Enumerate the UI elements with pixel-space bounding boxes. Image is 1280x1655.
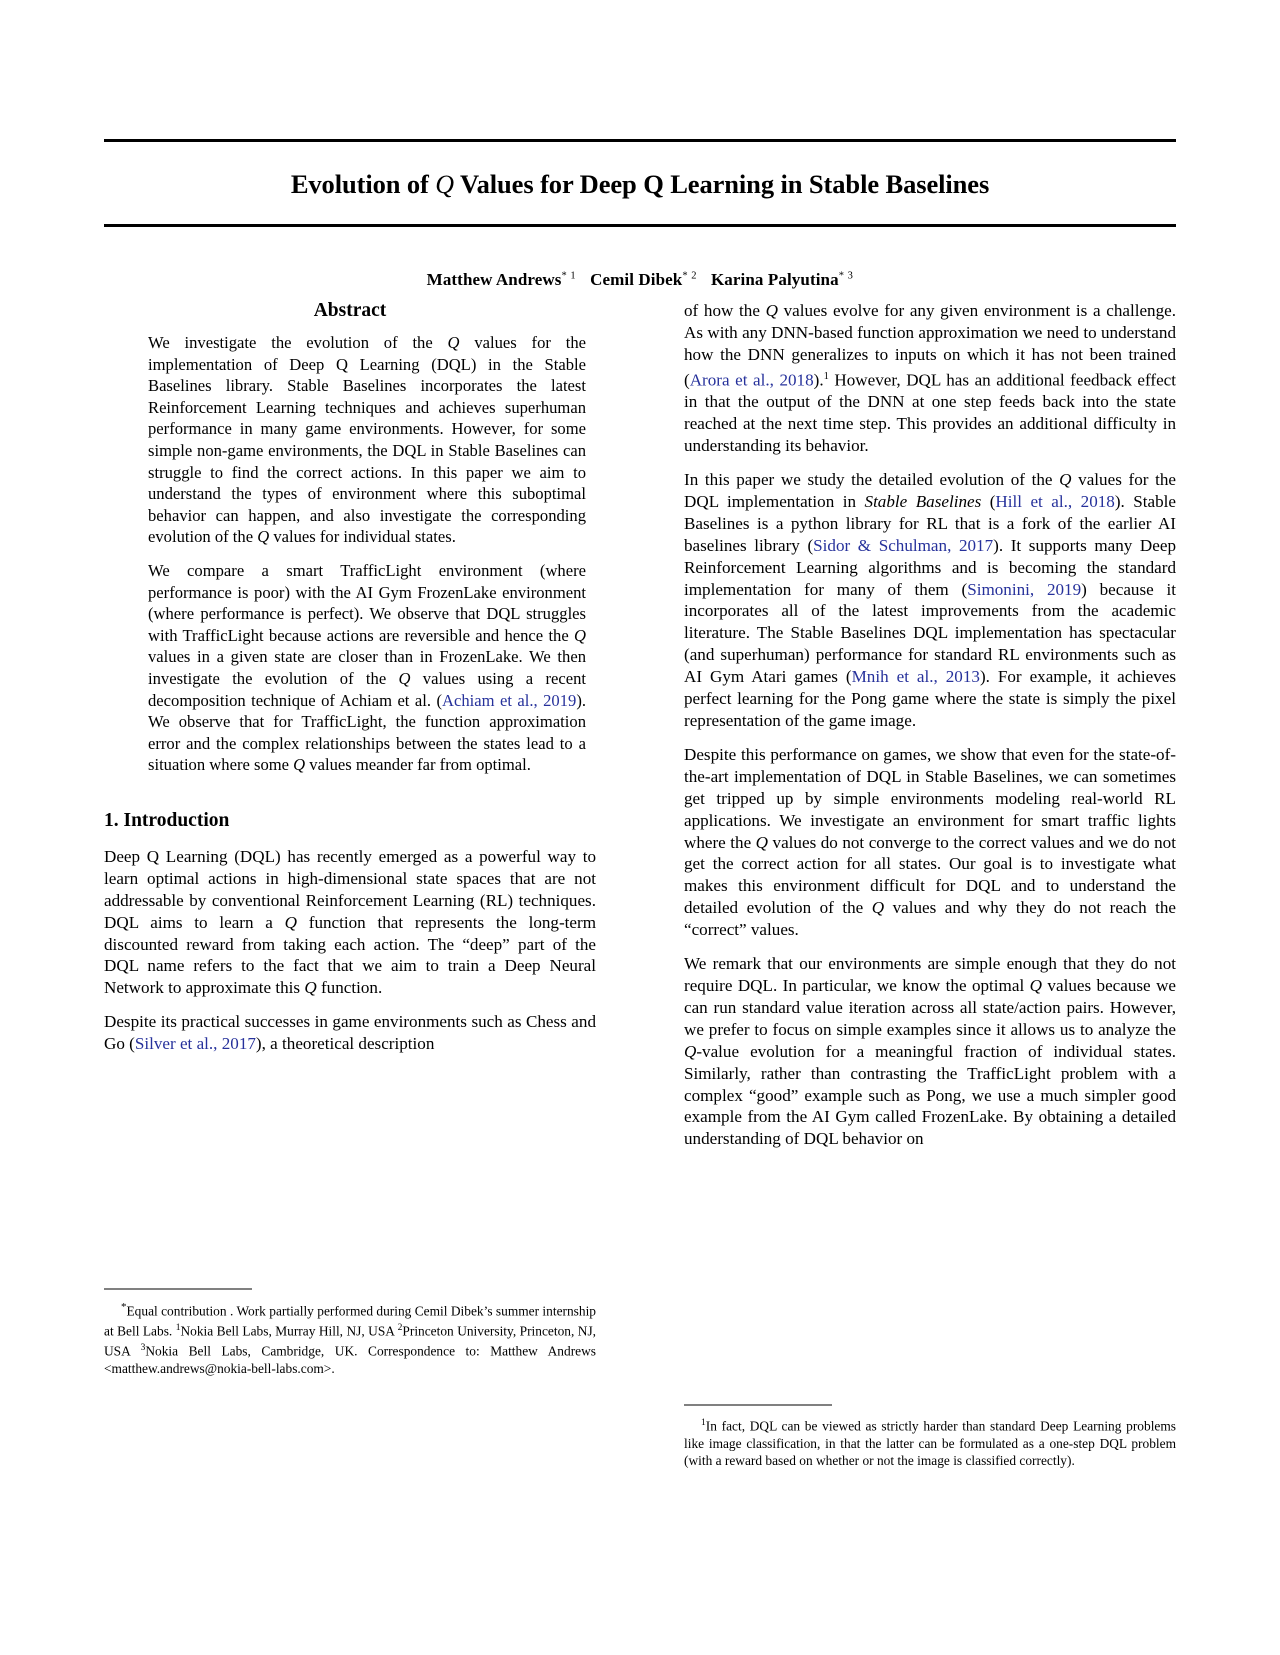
citation-achiam-2019: Achiam et al., 2019 xyxy=(441,690,577,710)
citation-arora-2018: Arora et al., 2018 xyxy=(689,370,814,390)
author-list xyxy=(104,270,1176,290)
abstract-paragraph-2: We compare a smart TrafficLight environment (where performance is poor) with the AI Gym FrozenLake environment (where performance is perfect). We observe that DQL struggles with TrafficLight because actions are reversible and hence the Q values in a given state are closer than in FrozenLake. We then investigate the evolution of the Q values using a recent decomposition technique of Achiam et al. (Achiam et al., 2019). We observe that for TrafficLight, the function approximation error and the complex relationships between the states lead to a situation where some Q values meander far from optimal. xyxy=(148,560,586,775)
citation-simonini-2019: Simonini, 2019 xyxy=(967,579,1082,599)
right-paragraph-4: We remark that our environments are simple enough that they do not require DQL. In particular, we know the optimal Q values because we can run standard value iteration across all state/action pairs. However, we prefer to focus on simple examples since it allows us to analyze the Q-value evolution for a meaningful fraction of individual states. Similarly, rather than contrasting the TrafficLight problem with a complex “good” example such as Pong, we use a much simpler good example from the AI Gym called FrozenLake. By obtaining a detailed understanding of DQL behavior on xyxy=(684,954,1177,1149)
abstract-body xyxy=(104,332,596,776)
right-paragraph-2: In this paper we study the detailed evolution of the Q values for the DQL implementation in Stable Baselines (Hill et al., 2018). Stable Baselines is a python library for RL that is a fork of the earlier AI baselines library (Sidor & Schulman, 2017). It supports many Deep Reinforcement Learning algorithms and is becoming the standard implementation for many of them (Simonini, 2019) because it incorporates all of the latest improvements from the academic literature. The Stable Baselines DQL implementation has spectacular (and superhuman) performance for standard RL environments such as AI Gym Atari games (Mnih et al., 2013). For example, it achieves perfect learning for the Pong game where the state is simply the pixel representation of the game image. xyxy=(684,470,1177,730)
footnote-left xyxy=(104,1288,596,1377)
right-paragraph-3: Despite this performance on games, we show that even for the state-of-the-art implementation of DQL in Stable Baselines, we can sometimes get tripped up by simple environments modeling real-world RL applications. We investigate an environment for smart traffic lights where the Q values do not converge to the correct values and we do not get the correct action for all states. Our goal is to investigate what makes this environment difficult for DQL and to understand the detailed evolution of the Q values and why they do not reach the “correct” values. xyxy=(684,744,1176,940)
title-rule-bottom xyxy=(104,224,1176,227)
title-suffix: Values for Deep Q Learning in Stable Baselines xyxy=(453,169,990,199)
intro-paragraph-1: Deep Q Learning (DQL) has recently emerged as a powerful way to learn optimal actions in high-dimensional state spaces that are not addressable by conventional Reinforcement Learning (RL) techniques. DQL aims to learn a Q function that represents the long-term discounted reward from taking each action. The “deep” part of the DQL name refers to the fact that we aim to train a Deep Neural Network to approximate this Q function. xyxy=(104,846,596,998)
author-marks: * 2 xyxy=(682,270,697,282)
abstract-heading: Abstract xyxy=(313,300,387,321)
footnote-left-text: *Equal contribution . Work partially performed during Cemil Dibek’s summer internship at Bell Labs. $^1$Nokia Bell Labs, Murray Hill, NJ, USA $^2$Princeton University, Princeton, NJ, USA $^3$Nokia Bell Labs, Cambridge, UK. Correspondence to: Matthew Andrews <matthew.andrews@nokia-bell-labs.com>. xyxy=(104,1301,596,1376)
section-heading-introduction: 1. Introduction xyxy=(104,809,230,831)
title-block xyxy=(104,142,1176,224)
footnote-rule xyxy=(684,1404,832,1406)
title-prefix: Evolution of xyxy=(290,169,436,199)
right-column xyxy=(684,300,1176,1150)
author-marks: * 3 xyxy=(838,270,854,282)
title-q-symbol: Q xyxy=(435,170,454,199)
page-title xyxy=(104,169,1176,200)
paper-header xyxy=(104,0,1176,290)
footnote-right-text: $^1$In fact, DQL can be viewed as strictly harder than standard Deep Learning problems like image classification, in that the latter can be formulated as a one-step DQL problem (with a reward based on whether or not the image is classified correctly). xyxy=(684,1418,1176,1469)
left-column xyxy=(104,300,596,1055)
author-name: Karina Palyutina xyxy=(710,269,839,289)
footnote-rule xyxy=(104,1288,252,1290)
footnote-right xyxy=(684,1404,1176,1470)
citation-sidor-schulman-2017: Sidor & Schulman, 2017 xyxy=(813,535,994,555)
author-0 xyxy=(427,270,576,289)
right-paragraph-1: of how the Q values evolve for any given environment is a challenge. As with any DNN-based function approximation we need to understand how the DNN generalizes to inputs on which it has not been trained (Arora et al., 2018).$^1$ However, DQL has an additional feedback effect in that the output of the DNN at one step feeds back into the state reached at the next time step. This provides an additional difficulty in understanding its behavior. xyxy=(684,301,1176,456)
intro-paragraph-2: Despite its practical successes in game environments such as Chess and Go (Silver et al., 2017), a theoretical description xyxy=(104,1012,596,1054)
author-1 xyxy=(590,270,697,289)
author-name: Cemil Dibek xyxy=(590,269,683,289)
author-marks: * 1 xyxy=(561,270,577,282)
citation-mnih-2013: Mnih et al., 2013 xyxy=(851,667,980,687)
author-name: Matthew Andrews xyxy=(426,269,562,289)
abstract-paragraph-1: We investigate the evolution of the Q values for the implementation of Deep Q Learning (DQL) in the Stable Baselines library. Stable Baselines incorporates the latest Reinforcement Learning techniques and achieves superhuman performance in many game environments. However, for some simple non-game environments, the DQL in Stable Baselines can struggle to find the correct actions. In this paper we aim to understand the types of environment where this suboptimal behavior can happen, and also investigate the corresponding evolution of the Q values for individual states. xyxy=(148,333,586,547)
citation-silver-2017: Silver et al., 2017 xyxy=(134,1034,256,1054)
author-2 xyxy=(711,270,853,289)
citation-hill-2018: Hill et al., 2018 xyxy=(995,491,1115,511)
footnote-marker-1: 1 xyxy=(823,370,829,382)
